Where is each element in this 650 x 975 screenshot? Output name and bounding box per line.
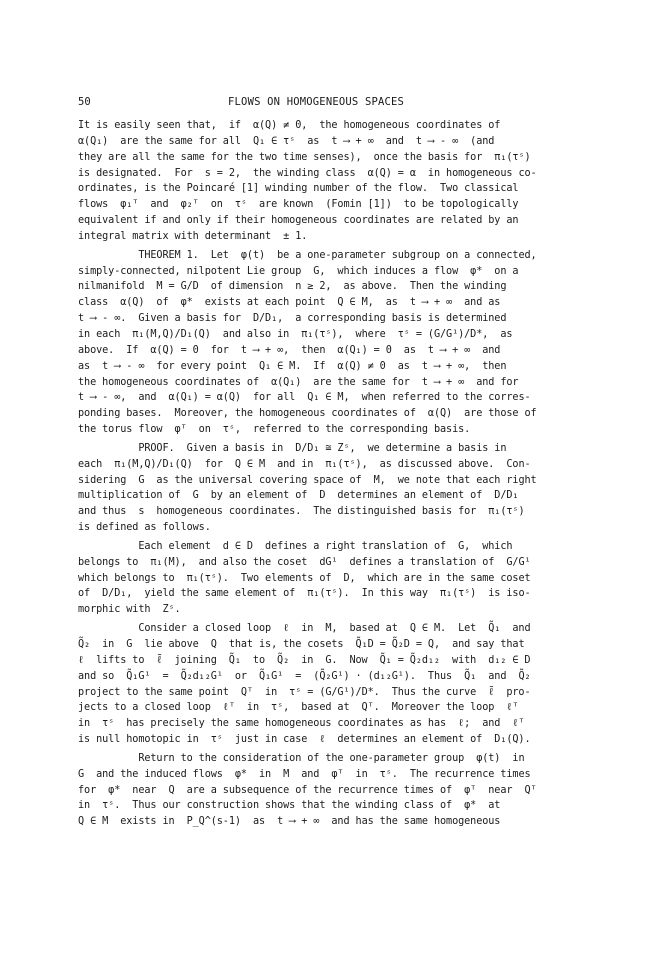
text-line: and thus s homogeneous coordinates. The distinguished basis for π₁(τˢ)	[78, 506, 525, 518]
page-number: 50	[78, 96, 91, 108]
text-line: in τˢ has precisely the same homogeneous coordinates as has ℓ; and ℓᵀ	[78, 718, 525, 730]
text-line: Each element d ∈ D defines a right translation of G, which	[78, 540, 513, 552]
text-line: above. If α(Q) = 0 for t ⟶ + ∞, then α(Q₁) = 0 as t ⟶ + ∞ and	[78, 344, 501, 356]
text-line: PROOF. Given a basis in D/D₁ ≅ Zˢ, we determine a basis in	[78, 442, 507, 454]
text-line: they are all the same for the two time senses), once the basis for π₁(τˢ)	[78, 151, 531, 163]
text-line: simply-connected, nilpotent Lie group G, which induces a flow φ* on a	[78, 265, 519, 277]
text-line: is defined as follows.	[78, 522, 211, 534]
text-line: Consider a closed loop ℓ in M, based at Q ∈ M. Let Q̃₁ and	[78, 623, 531, 635]
text-line: is null homotopic in τˢ just in case ℓ determines an element of D₁(Q).	[78, 734, 531, 746]
text-line: Q ∈ M exists in P_Q^(s-1) as t ⟶ + ∞ and has the same homogeneous	[78, 816, 501, 828]
text-line: nilmanifold M = G/D of dimension n ≥ 2, as above. Then the winding	[78, 281, 507, 293]
paragraph	[78, 118, 578, 245]
paragraph	[78, 751, 578, 830]
text-line: in each π₁(M,Q)/D₁(Q) and also in π₁(τˢ), where τˢ = (G/G¹)/D*, as	[78, 328, 513, 340]
text-line: which belongs to π₁(τˢ). Two elements of D, which are in the same coset	[78, 572, 531, 584]
body-text	[78, 118, 578, 830]
text-line: Q̃₂ in G lie above Q that is, the cosets Q̃₁D = Q̃₂D = Q, and say that	[78, 639, 525, 650]
text-line: jects to a closed loop ℓᵀ in τˢ, based at Qᵀ. Moreover the loop ℓᵀ	[78, 702, 519, 714]
text-line: each π₁(M,Q)/D₁(Q) for Q ∈ M and in π₁(τˢ), as discussed above. Con-	[78, 458, 531, 470]
text-line: G and the induced flows φ* in M and φᵀ in τˢ. The recurrence times	[78, 768, 531, 780]
text-line: multiplication of G by an element of D determines an element of D/D₁	[78, 490, 519, 502]
text-line: of D/D₁, yield the same element of π₁(τˢ). In this way π₁(τˢ) is iso-	[78, 588, 531, 600]
text-line: for φ* near Q are a subsequence of the recurrence times of φᵀ near Qᵀ	[78, 784, 537, 796]
text-line: in τˢ. Thus our construction shows that the winding class of φ* at	[78, 800, 501, 812]
paragraph	[78, 248, 578, 438]
text-line: integral matrix with determinant ± 1.	[78, 230, 308, 242]
text-line: the torus flow φᵀ on τˢ, referred to the corresponding basis.	[78, 424, 471, 436]
text-line: ordinates, is the Poincaré [1] winding number of the flow. Two classical	[78, 183, 519, 195]
text-line: THEOREM 1. Let φ(t) be a one-parameter subgroup on a connected,	[78, 249, 537, 261]
text-line: class α(Q) of φ* exists at each point Q ∈ M, as t ⟶ + ∞ and as	[78, 297, 501, 309]
text-line: project to the same point Qᵀ in τˢ = (G/G¹)/D*. Thus the curve ℓ̃ pro-	[78, 686, 531, 698]
paragraph	[78, 441, 578, 536]
text-line: flows φ₁ᵀ and φ₂ᵀ on τˢ are known (Fomin [1]) to be topologically	[78, 199, 519, 211]
text-line: as t ⟶ - ∞ for every point Q₁ ∈ M. If α(Q) ≠ 0 as t ⟶ + ∞, then	[78, 360, 507, 372]
text-line: sidering G as the universal covering space of M, we note that each right	[78, 474, 537, 486]
text-line: Return to the consideration of the one-parameter group φ(t) in	[78, 752, 525, 764]
text-line: is designated. For s = 2, the winding class α(Q) = α in homogeneous co-	[78, 167, 537, 179]
text-line: It is easily seen that, if α(Q) ≠ 0, the homogeneous coordinates of	[78, 120, 501, 131]
paragraph	[78, 539, 578, 618]
text-line: belongs to π₁(M), and also the coset dG¹ defines a translation of G/G¹	[78, 556, 531, 568]
text-line: t ⟶ - ∞. Given a basis for D/D₁, a corresponding basis is determined	[78, 313, 507, 325]
text-line: α(Q₁) are the same for all Q₁ ∈ τˢ as t ⟶ + ∞ and t ⟶ - ∞ (and	[78, 135, 495, 147]
text-line: t ⟶ - ∞, and α(Q₁) = α(Q) for all Q₁ ∈ M, when referred to the corres-	[78, 392, 531, 404]
running-head: FLOWS ON HOMOGENEOUS SPACES	[228, 96, 405, 108]
text-line: and so Q̃₁G¹ = Q̃₂d₁₂G¹ or Q̃₁G¹ = (Q̃₂G¹) · (d₁₂G¹). Thus Q̃₁ and Q̃₂	[78, 670, 531, 682]
document-page	[78, 96, 578, 833]
text-line: morphic with Zˢ.	[78, 604, 181, 616]
paragraph	[78, 621, 578, 748]
text-line: the homogeneous coordinates of α(Q₁) are the same for t ⟶ + ∞ and for	[78, 376, 519, 388]
text-line: ponding bases. Moreover, the homogeneous coordinates of α(Q) are those of	[78, 408, 537, 420]
page-header	[78, 96, 578, 112]
text-line: ℓ lifts to ℓ̃ joining Q̃₁ to Q̃₂ in G. Now Q̃₁ = Q̃₂d₁₂ with d₁₂ ∈ D	[78, 654, 531, 666]
text-line: equivalent if and only if their homogeneous coordinates are related by an	[78, 215, 519, 227]
